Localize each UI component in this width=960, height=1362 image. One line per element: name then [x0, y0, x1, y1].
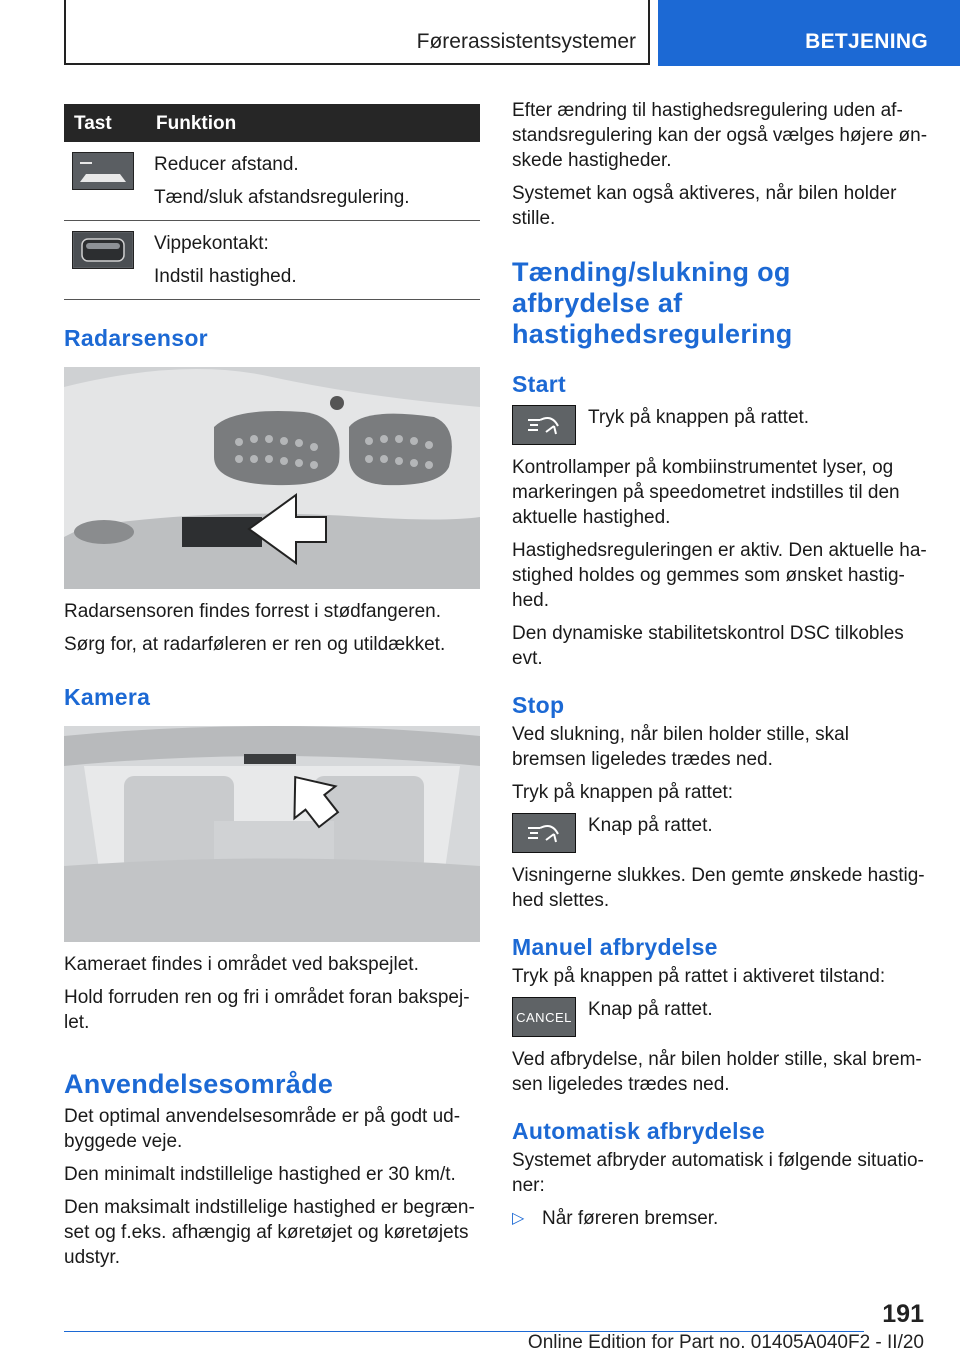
camera-paragraph: Hold forruden ren og fri i området foran bakspej-let.: [64, 987, 470, 1033]
chapter-tab: [658, 0, 960, 66]
table-cell-icon: [64, 221, 146, 300]
start-paragraph: Kontrollamper på kombiinstrumentet lyser, og markeringen på speedometret indstilles til den aktuelle hastighed.: [512, 457, 900, 528]
start-paragraph: Den dynamiske stabilitetskontrol DSC tilkobles evt.: [512, 623, 904, 669]
table-cell-function: [146, 221, 480, 300]
stop-heading: Stop: [512, 692, 565, 718]
function-line: Vippekontakt:: [154, 233, 269, 254]
radar-paragraph: Sørg for, at radarføleren er ren og utildækket.: [64, 634, 446, 655]
manual-heading: Manuel afbrydelse: [512, 934, 718, 960]
start-button-text: Tryk på knappen på rattet.: [588, 407, 810, 428]
usage-heading: Anvendelsesområde: [64, 1069, 334, 1099]
manual-paragraph: Tryk på knappen på rattet i aktiveret tilstand:: [512, 966, 886, 987]
usage-paragraph: Den maksimalt indstillelige hastighed er begræn-set og f.eks. afhængig af køretøjet og køretøjets udstyr.: [64, 1197, 475, 1268]
manual-paragraph: Ved afbrydelse, når bilen holder stille, skal brem-sen ligeledes trædes ned.: [512, 1049, 922, 1095]
rocker-switch-icon: [72, 231, 134, 269]
page-number: 191: [882, 1300, 924, 1328]
column-header-function: Funktion: [146, 104, 480, 142]
table-header-row: [64, 104, 480, 142]
stop-paragraph: Ved slukning, når bilen holder stille, skal bremsen ligeledes trædes ned.: [512, 724, 849, 770]
table-row: [64, 221, 480, 300]
edition-note: Online Edition for Part no. 01405A040F2 - II/20: [527, 1332, 924, 1353]
header-rule-left: [64, 0, 66, 64]
function-line: Tænd/sluk afstandsregulering.: [154, 187, 410, 208]
function-line: Reducer afstand.: [154, 154, 299, 175]
header-rule-right: [648, 0, 650, 64]
list-item-text: Når føreren bremser.: [542, 1208, 719, 1229]
cruise-control-button-icon: [512, 405, 576, 445]
stop-button-row: [512, 813, 928, 853]
main-heading: Tænding/slukning og afbrydelse af hastighedsregulering: [512, 257, 793, 349]
bullet-triangle-icon: ▷: [512, 1210, 525, 1227]
header-rule-bottom: [64, 63, 650, 65]
start-heading: Start: [512, 371, 566, 397]
table-cell-function: [146, 142, 480, 221]
camera-heading: Kamera: [64, 684, 151, 710]
manual-button-text: Knap på rattet.: [588, 999, 713, 1020]
list-item: [512, 1206, 928, 1231]
reduce-distance-icon: [72, 152, 134, 190]
intro-paragraph: Efter ændring til hastighedsregulering uden af-standsregulering kan der også vælges højere øn-skede hastigheder.: [512, 100, 928, 171]
start-button-row: [512, 405, 928, 445]
auto-heading: Automatisk afbrydelse: [512, 1118, 765, 1144]
start-paragraph: Hastighedsreguleringen er aktiv. Den aktuelle ha-stighed holdes og gemmes som ønsket hastig-hed.: [512, 540, 927, 611]
stop-button-text: Knap på rattet.: [588, 815, 713, 836]
key-function-table: [64, 104, 480, 300]
right-column: [512, 98, 928, 1231]
table-cell-icon: [64, 142, 146, 221]
usage-paragraph: Det optimal anvendelsesområde er på godt ud-byggede veje.: [64, 1106, 461, 1152]
page-header: [0, 0, 960, 66]
camera-paragraph: Kameraet findes i området ved bakspejlet.: [64, 954, 419, 975]
cruise-control-button-icon: [512, 813, 576, 853]
camera-photo: [64, 726, 480, 942]
stop-paragraph: Tryk på knappen på rattet:: [512, 782, 734, 803]
auto-paragraph: Systemet afbryder automatisk i følgende situatio-ner:: [512, 1150, 924, 1196]
radar-heading: Radarsensor: [64, 325, 208, 351]
section-title: Førerassistentsystemer: [416, 30, 636, 53]
table-row: [64, 142, 480, 221]
manual-button-row: [512, 997, 928, 1037]
radar-paragraph: Radarsensoren findes forrest i stødfangeren.: [64, 601, 442, 622]
column-header-key: Tast: [64, 104, 146, 142]
left-column: [64, 104, 480, 1278]
intro-paragraph: Systemet kan også aktiveres, når bilen holder stille.: [512, 183, 897, 229]
usage-paragraph: Den minimalt indstillelige hastighed er 30 km/t.: [64, 1164, 456, 1185]
chapter-tab-label: BETJENING: [805, 30, 928, 53]
stop-paragraph: Visningerne slukkes. Den gemte ønskede hastig-hed slettes.: [512, 865, 925, 911]
radar-sensor-photo: [64, 367, 480, 589]
cancel-button-icon: CANCEL: [512, 997, 576, 1037]
function-line: Indstil hastighed.: [154, 266, 297, 287]
